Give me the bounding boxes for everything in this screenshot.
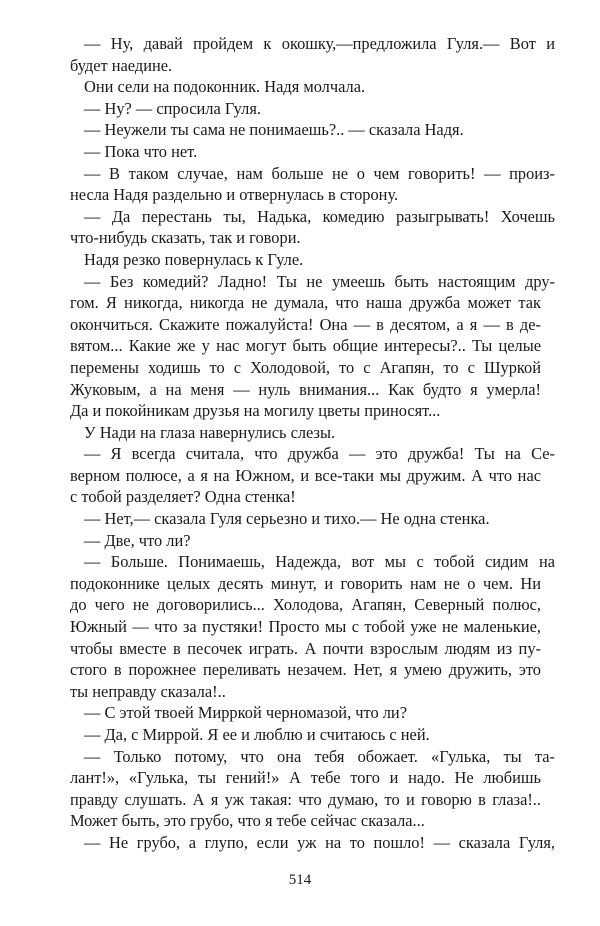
text-line: правду слушать. А я уж такая: что думаю, то и говорю в глаза!.. bbox=[70, 789, 541, 809]
text-line: — Без комедий? Ладно! Ты не умеешь быть настоящим дру- bbox=[84, 271, 555, 291]
text-line: чтобы вместе в песочек играть. А почти взрослым людям из пу- bbox=[70, 638, 541, 658]
text-line: Жуковым, а на меня — нуль внимания... Как будто я умерла! bbox=[70, 379, 541, 399]
text-line: — Только потому, что она тебя обожает. «Гулька, ты та- bbox=[84, 746, 555, 766]
book-page-text bbox=[70, 33, 555, 854]
text-line: Надя резко повернулась к Гуле. bbox=[84, 249, 304, 269]
text-line: ты неправду сказала!.. bbox=[70, 681, 226, 701]
text-line: — В таком случае, нам больше не о чем говорить! — произ- bbox=[84, 163, 555, 183]
text-line: — Две, что ли? bbox=[84, 530, 191, 550]
text-line: окончиться. Скажите пожалуйста! Она — в десятом, а я — в де- bbox=[70, 314, 541, 334]
text-line: Южный — что за пустяки! Просто мы с тобой уже не маленькие, bbox=[70, 617, 541, 637]
text-line: — С этой твоей Мирркой черномазой, что ли? bbox=[84, 703, 407, 723]
text-line: — Больше. Понимаешь, Надежда, вот мы с тобой сидим на bbox=[84, 552, 555, 572]
text-line: перемены ходишь то с Холодовой, то с Агапян, то с Шуркой bbox=[70, 357, 541, 377]
text-line: У Нади на глаза навернулись слезы. bbox=[84, 422, 336, 442]
text-line: Они сели на подоконник. Надя молчала. bbox=[84, 77, 366, 97]
text-line: — Неужели ты сама не понимаешь?.. — сказала Надя. bbox=[84, 120, 464, 140]
text-line: гом. Я никогда, никогда не думала, что наша дружба может так bbox=[70, 293, 541, 313]
text-line: — Не грубо, а глупо, если уж на то пошло! — сказала Гуля, bbox=[84, 832, 555, 852]
text-line: — Нет,— сказала Гуля серьезно и тихо.— Не одна стенка. bbox=[84, 509, 490, 529]
text-line: — Ну? — спросила Гуля. bbox=[84, 98, 261, 118]
page-number: 514 bbox=[288, 872, 312, 888]
text-line: лант!», «Гулька, ты гений!» А тебе того и надо. Не любишь bbox=[70, 768, 541, 788]
text-line: до чего не договорились... Холодова, Агапян, Северный полюс, bbox=[70, 595, 541, 615]
text-line: — Да перестань ты, Надька, комедию разыгрывать! Хочешь bbox=[84, 206, 555, 226]
text-line: верном полюсе, а я на Южном, и все-таки мы дружим. А что нас bbox=[70, 465, 541, 485]
text-line: вятом... Какие же у нас могут быть общие интересы?.. Ты целые bbox=[70, 336, 541, 356]
text-line: подоконнике целых десять минут, и говорить нам не о чем. Ни bbox=[70, 573, 541, 593]
text-line: что-нибудь сказать, так и говори. bbox=[70, 228, 301, 248]
text-line: несла Надя раздельно и отвернулась в сторону. bbox=[70, 185, 399, 205]
text-line: Да и покойникам друзья на могилу цветы приносят... bbox=[70, 401, 441, 421]
text-line: Может быть, это грубо, что я тебе сейчас сказала... bbox=[70, 811, 425, 831]
text-line: будет наедине. bbox=[70, 55, 173, 75]
text-line: с тобой разделяет? Одна стенка! bbox=[70, 487, 296, 507]
text-line: стого в порожнее переливать незачем. Нет, я умею дружить, это bbox=[70, 660, 541, 680]
text-line: — Пока что нет. bbox=[84, 141, 198, 161]
text-line: — Ну, давай пройдем к окошку,—предложила Гуля.— Вот и bbox=[84, 34, 555, 53]
text-line: — Да, с Миррой. Я ее и люблю и считаюсь с ней. bbox=[84, 725, 430, 744]
text-line: — Я всегда считала, что дружба — это дружба! Ты на Се- bbox=[84, 444, 555, 464]
